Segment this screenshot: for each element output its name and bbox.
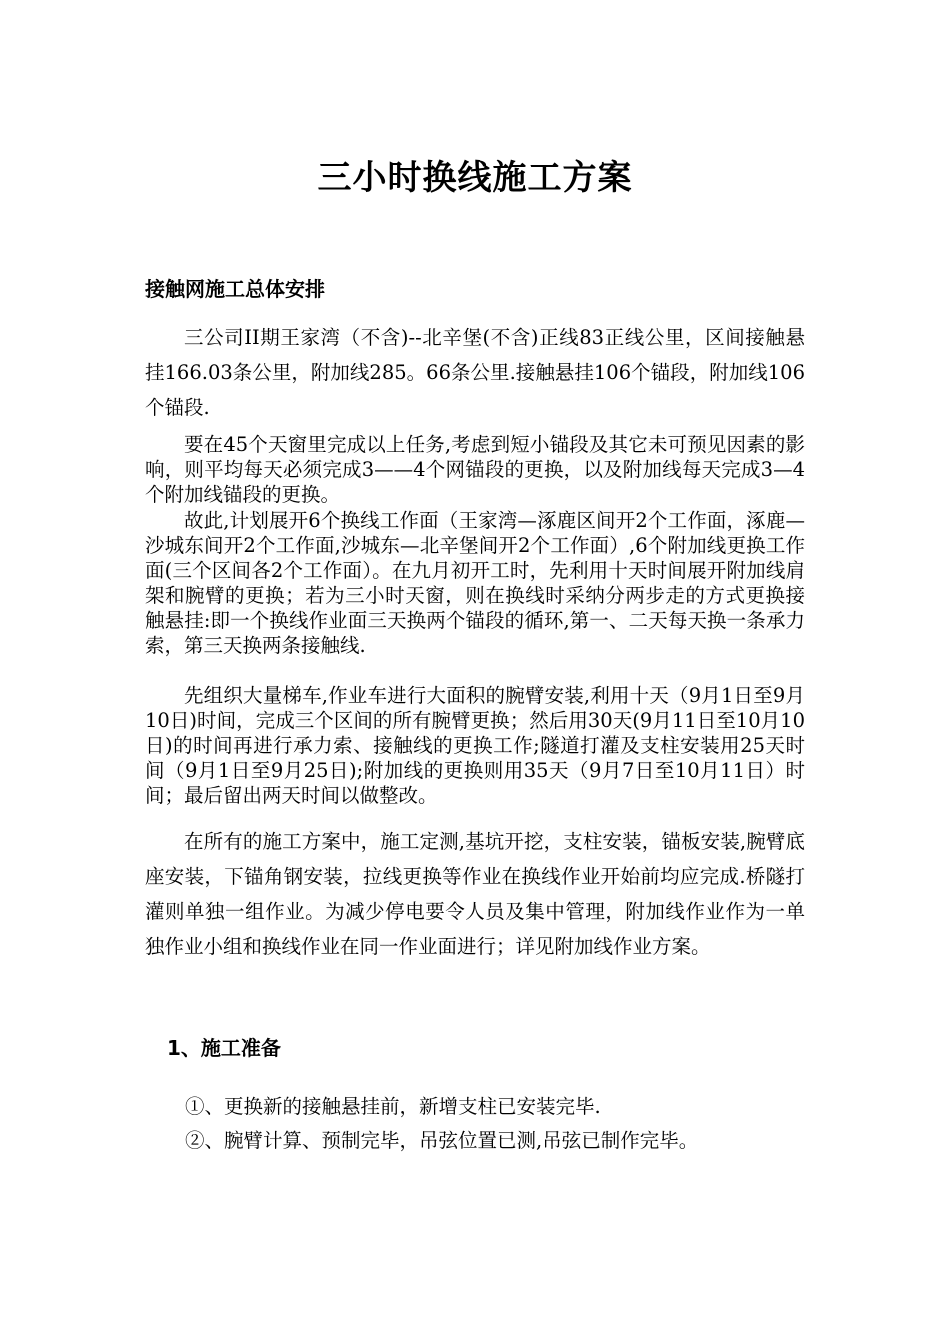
paragraph-schedule-target: 要在45个天窗里完成以上任务,考虑到短小锚段及其它未可预见因素的影响，则平均每天必须完成3——4个网锚段的更换，以及附加线每天完成3—4个附加线锚段的更换。: [145, 433, 805, 506]
list-item: ①、更换新的接触悬挂前，新增支柱已安装完毕.: [185, 1095, 601, 1118]
paragraph-work-faces: 故此,计划展开6个换线工作面（王家湾—涿鹿区间开2个工作面，涿鹿—沙城东间开2个工作面,沙城东—北辛堡间开2个工作面）,6个附加线更换工作面(三个区间各2个工作面）。在九月初开工时，先利用十天时间展开附加线肩架和腕臂的更换；若为三小时天窗，则在换线时采纳分两步走的方式更换接触悬挂:即一个换线作业面三天换两个锚段的循环,第一、二天每天换一条承力索，第三天换两条接触线.: [145, 509, 805, 657]
list-item: ②、腕臂计算、预制完毕，吊弦位置已测,吊弦已制作完毕。: [185, 1129, 699, 1152]
paragraph-prerequisites: 在所有的施工方案中，施工定测,基坑开挖，支柱安装，锚板安装,腕臂底座安装，下锚角钢安装，拉线更换等作业在换线作业开始前均应完成.桥隧打灌则单独一组作业。为减少停电要令人员及集中管理，附加线作业作为一单独作业小组和换线作业在同一作业面进行；详见附加线作业方案。: [145, 830, 805, 958]
section-heading: 接触网施工总体安排: [145, 277, 325, 301]
preparation-list: [185, 1090, 825, 1158]
subsection-heading: 1、施工准备: [167, 1036, 281, 1060]
paragraph-scope: 三公司II期王家湾（不含)--北辛堡(不含)正线83正线公里，区间接触悬挂166.03条公里，附加线285。66条公里.接触悬挂106个锚段，附加线106个锚段.: [145, 326, 805, 419]
paragraph-timeline: 先组织大量梯车,作业车进行大面积的腕臂安装,利用十天（9月1日至9月10日)时间，完成三个区间的所有腕臂更换；然后用30天(9月11日至10月10日)的时间再进行承力索、接触线的更换工作;隧道打灌及支柱安装用25天时间（9月1日至9月25日);附加线的更换则用35天（9月7日至10月11日）时间；最后留出两天时间以做整改。: [145, 684, 805, 807]
document-title: 三小时换线施工方案: [317, 158, 633, 198]
